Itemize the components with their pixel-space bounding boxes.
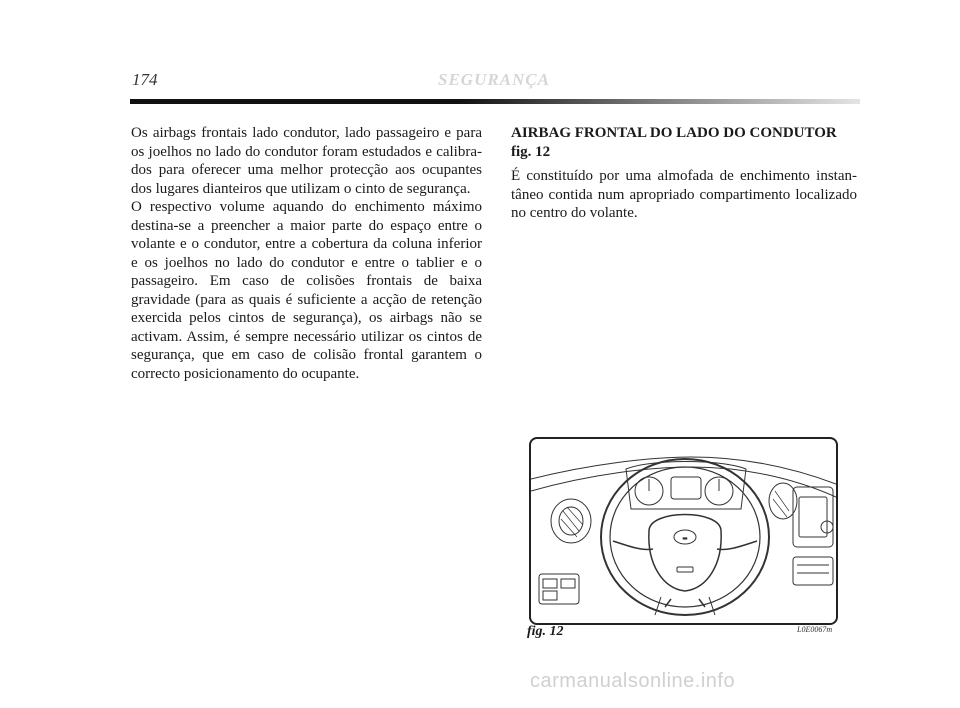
steering-wheel-illustration [529,437,838,625]
svg-text:▬: ▬ [682,535,688,542]
heading-figure-ref: fig. 12 [511,143,551,160]
driver-airbag-description: É constituído por uma almofada de enchimento instantâneo contida num apropriado compartimento localizado no centro do volante. [511,168,857,221]
right-column [511,124,857,223]
paragraph-volume: O respectivo volume aquando do enchimento máximo destina-se a preencher a maior parte do espaço entre o volante e o condutor, entre a cobertura da coluna inferior e os joelhos no lado do condutor e entre o tablier e o passageiro. Em caso de colisões frontais de baixa gravidade (para as quais é suficiente a acção de retenção exercida pelos cintos de segurança), os airbags não se activam. Assim, é sempre necessário utilizar os cintos de segurança, que em caso de colisão frontal garantem o correcto posicionamento do ocupante. [131,199,482,382]
left-column [131,124,482,383]
heading-title: AIRBAG FRONTAL DO LADO DO CONDUTOR [511,125,837,141]
driver-airbag-heading [511,124,857,161]
header-rule [130,99,860,104]
steering-wheel-drawing [531,439,836,623]
paragraph-intro: Os airbags frontais lado condutor, lado passageiro e para os joelhos no lado do condutor foram estudados e calibrados para oferecer uma melhor protecção aos ocupantes dos lugares dianteiros que utilizam o cinto de segurança. [131,125,482,197]
page-number: 174 [132,70,158,89]
section-title: SEGURANÇA [438,70,550,89]
figure-code: L0E0067m [797,625,833,634]
figure-caption: fig. 12 [527,624,564,639]
watermark: carmanualsonline.info [530,670,736,692]
